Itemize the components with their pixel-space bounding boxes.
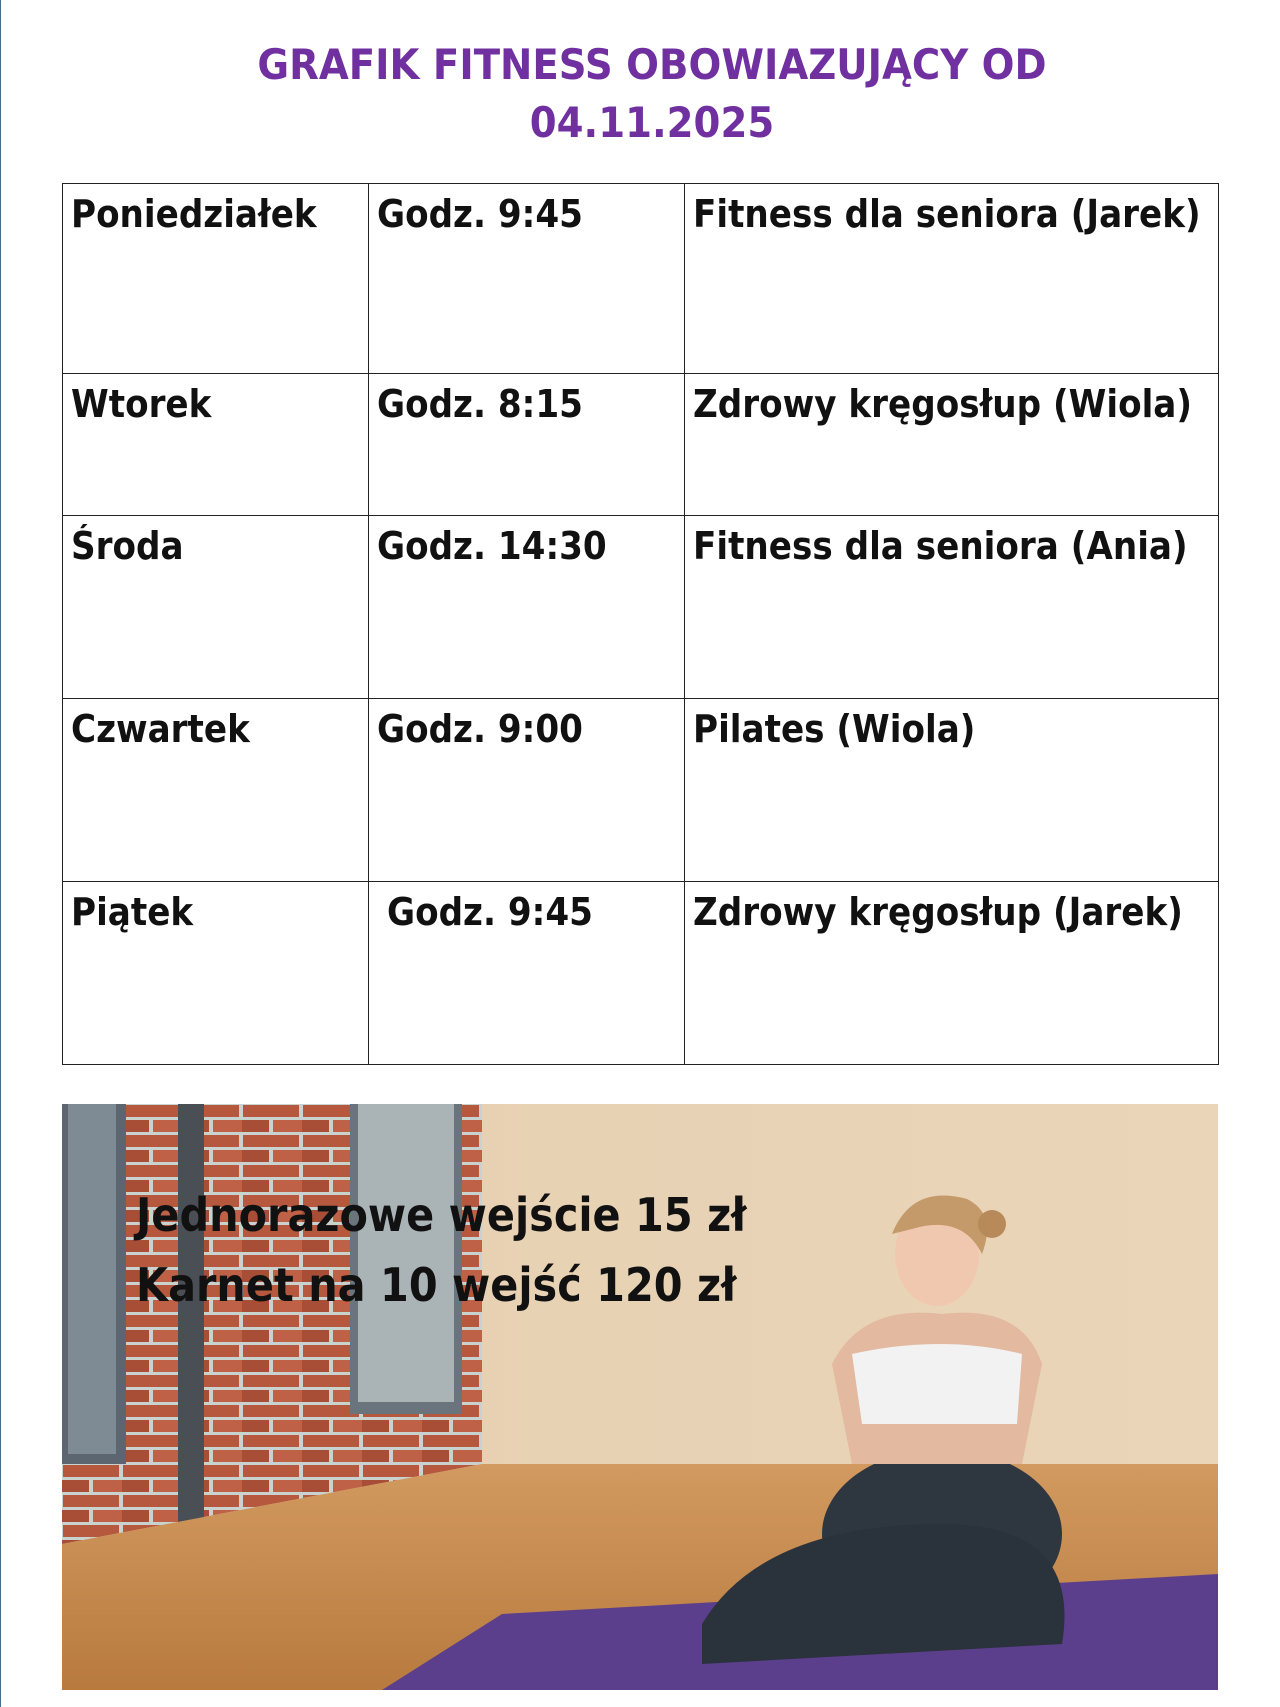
class-cell: Zdrowy kręgosłup (Jarek) <box>685 882 1219 1065</box>
day-cell: Piątek <box>63 882 369 1065</box>
day-cell: Poniedziałek <box>63 184 369 374</box>
class-cell: Pilates (Wiola) <box>685 699 1219 882</box>
page-title-line-2: 04.11.2025 <box>529 98 775 147</box>
table-row <box>63 374 1219 516</box>
page-left-edge <box>0 0 1 1707</box>
day-cell: Wtorek <box>63 374 369 516</box>
price-info <box>136 1180 814 1320</box>
table-row <box>63 882 1219 1065</box>
table-row <box>63 516 1219 699</box>
class-cell: Fitness dla seniora (Jarek) <box>685 184 1219 374</box>
time-cell: Godz. 14:30 <box>369 516 685 699</box>
day-cell: Czwartek <box>63 699 369 882</box>
time-cell: Godz. 8:15 <box>369 374 685 516</box>
day-cell: Środa <box>63 516 369 699</box>
table-row <box>63 184 1219 374</box>
page-title <box>52 36 1252 152</box>
time-cell: Godz. 9:00 <box>369 699 685 882</box>
class-cell: Fitness dla seniora (Ania) <box>685 516 1219 699</box>
page-title-line-1: GRAFIK FITNESS OBOWIAZUJĄCY OD <box>257 40 1047 89</box>
table-row <box>63 699 1219 882</box>
time-cell: Godz. 9:45 <box>369 184 685 374</box>
class-cell: Zdrowy kręgosłup (Wiola) <box>685 374 1219 516</box>
time-cell: Godz. 9:45 <box>369 882 685 1065</box>
pass-price: Karnet na 10 wejść 120 zł <box>136 1258 737 1312</box>
schedule-table <box>62 183 1219 1065</box>
single-entry-price: Jednorazowe wejście 15 zł <box>136 1188 747 1242</box>
